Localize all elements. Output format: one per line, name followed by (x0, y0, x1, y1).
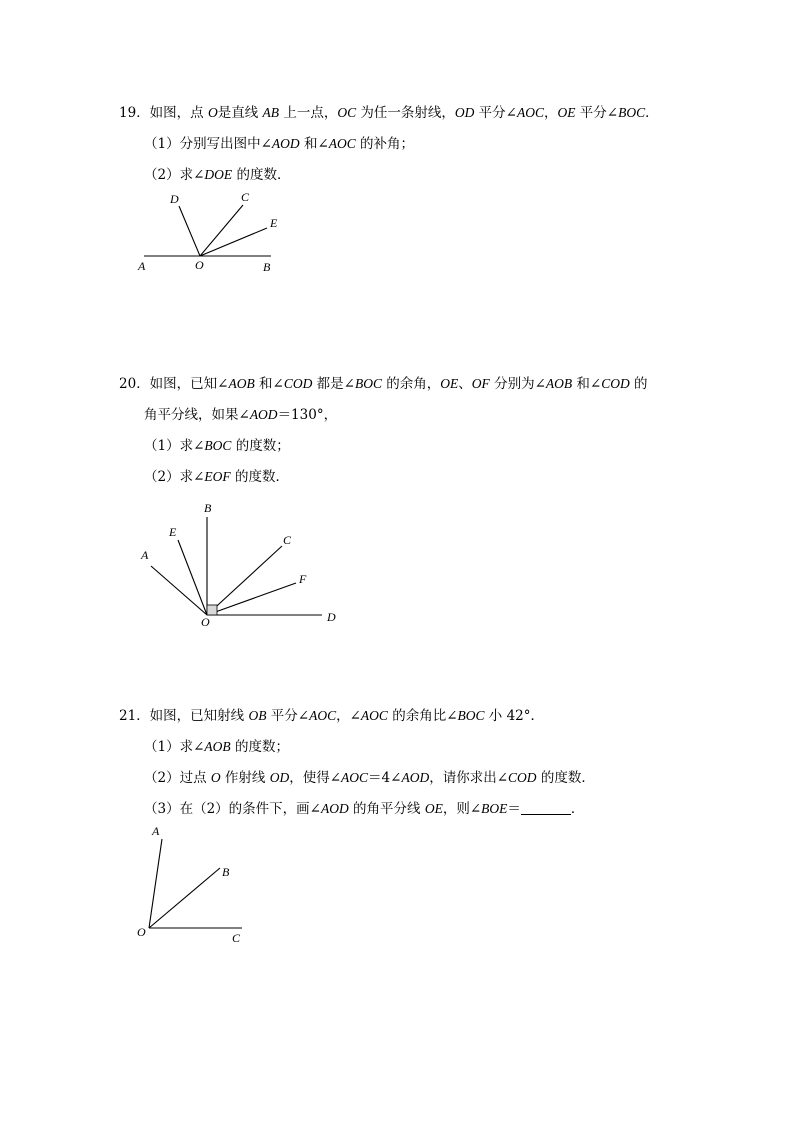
text-run: 的度数． (232, 167, 291, 183)
text-run: 平分∠ (474, 105, 517, 121)
q21-ray-oa (149, 839, 162, 928)
math-symbol: BOC (457, 708, 485, 723)
q20-label-f: F (299, 572, 307, 586)
text-run: ． (645, 105, 659, 121)
text-run: 都是∠ (312, 376, 355, 392)
text-run: ＝130°， (277, 407, 338, 423)
text-run: 分别为∠ (489, 376, 546, 392)
text-run: 是直线 (217, 105, 263, 121)
math-symbol: OD (269, 770, 290, 785)
text-run: 的度数； (231, 438, 290, 454)
math-symbol: AOB (204, 739, 231, 754)
q21-label-a: A (152, 824, 160, 838)
text-run: ．如图，已知射线 (136, 708, 249, 724)
math-symbol: EOF (204, 469, 231, 484)
text-run: 的度数． (536, 770, 595, 786)
math-symbol: DOE (204, 167, 233, 182)
text-run: （2）求∠ (144, 469, 205, 485)
math-symbol: OE (424, 801, 443, 816)
math-symbol: AOD (249, 407, 278, 422)
q20-label-e: E (169, 525, 177, 539)
text-run: ．如图，点 (136, 105, 208, 121)
q19-label-o: O (195, 258, 204, 272)
text-run: 的角平分线 (348, 801, 425, 817)
math-symbol: BOC (354, 376, 382, 391)
q20-label-c: C (283, 533, 292, 547)
math-symbol: O (210, 770, 221, 785)
math-symbol: AOC (309, 708, 337, 723)
q19-number: 19 (119, 105, 137, 121)
q21-ray-ob (149, 868, 220, 928)
math-symbol: OC (337, 105, 357, 120)
math-symbol: AOD (271, 136, 300, 151)
math-symbol: AOC (341, 770, 369, 785)
text-run: 平分∠ (575, 105, 619, 121)
math-symbol: AOC (517, 105, 544, 120)
text-run: 为任一条射线， (356, 105, 455, 121)
text-run: 和∠ (299, 136, 329, 152)
q19-label-b: B (263, 260, 271, 274)
text-run: ， (544, 105, 558, 121)
q21-number: 21 (119, 708, 137, 724)
text-run: 上一点， (279, 105, 338, 121)
text-run: ＝ (507, 801, 521, 817)
text-run: 和∠ (254, 376, 284, 392)
text-run: 的余角比∠ (387, 708, 458, 724)
text-run: （2）求∠ (144, 167, 205, 183)
text-run: （1）求∠ (144, 739, 205, 755)
q19-label-c: C (241, 190, 250, 204)
q20-label-a: A (141, 548, 149, 562)
text-run: 的度数； (230, 739, 289, 755)
q21-label-b: B (222, 865, 230, 879)
text-run: 的余角， (381, 376, 441, 392)
text-run: 和∠ (572, 376, 602, 392)
text-run: 平分∠ (266, 708, 310, 724)
text-run: ． (570, 801, 585, 817)
math-symbol: BOE (481, 801, 508, 816)
math-symbol: COD (601, 376, 630, 391)
text-run: 小 42°． (484, 708, 545, 724)
math-symbol: AOC (360, 708, 388, 723)
text-run: ，请你求出∠ (429, 770, 509, 786)
math-symbol: COD (283, 376, 313, 391)
math-symbol: AB (262, 105, 280, 120)
math-symbol: OB (248, 708, 267, 723)
math-symbol: AOD (321, 801, 349, 816)
text-run: 的度数． (230, 469, 289, 485)
text-run: 作射线 (220, 770, 270, 786)
q20-number: 20 (119, 376, 137, 392)
text-run: 角平分线，如果∠ (144, 407, 250, 423)
text-run: （3）在（2）的条件下，画∠ (144, 801, 321, 817)
math-symbol: AOD (401, 770, 430, 785)
math-symbol: COD (508, 770, 537, 785)
math-symbol: AOB (228, 376, 255, 391)
text-run: ，则∠ (442, 801, 482, 817)
text-run: 、 (458, 376, 472, 392)
q20-label-d: D (327, 610, 336, 624)
text-run: ，∠ (336, 708, 361, 724)
q19-label-a: A (138, 259, 146, 273)
math-symbol: AOB (545, 376, 573, 391)
text-run: ．如图，已知∠ (136, 376, 229, 392)
text-run: ＝4∠ (368, 770, 402, 786)
q19-label-d: D (170, 192, 179, 206)
math-symbol: BOC (618, 105, 646, 120)
q21-label-o: O (137, 925, 146, 939)
math-symbol: OE (557, 105, 576, 120)
math-symbol: OD (454, 105, 475, 120)
text-run: （1）分别写出图中∠ (144, 136, 272, 152)
text-run: ，使得∠ (289, 770, 342, 786)
math-symbol: OF (471, 376, 490, 391)
text-run: （1）求∠ (144, 438, 205, 454)
math-symbol: AOC (328, 136, 356, 151)
text-run: （2）过点 (144, 770, 211, 786)
math-symbol: BOC (204, 438, 232, 453)
q20-label-b: B (204, 501, 212, 515)
math-symbol: O (207, 105, 218, 120)
text-run: 的补角； (355, 136, 415, 152)
q19-label-e: E (270, 216, 278, 230)
q20-label-o: O (201, 615, 210, 629)
math-symbol: OE (440, 376, 459, 391)
q21-label-c: C (232, 931, 241, 945)
text-run: 的 (629, 376, 648, 392)
